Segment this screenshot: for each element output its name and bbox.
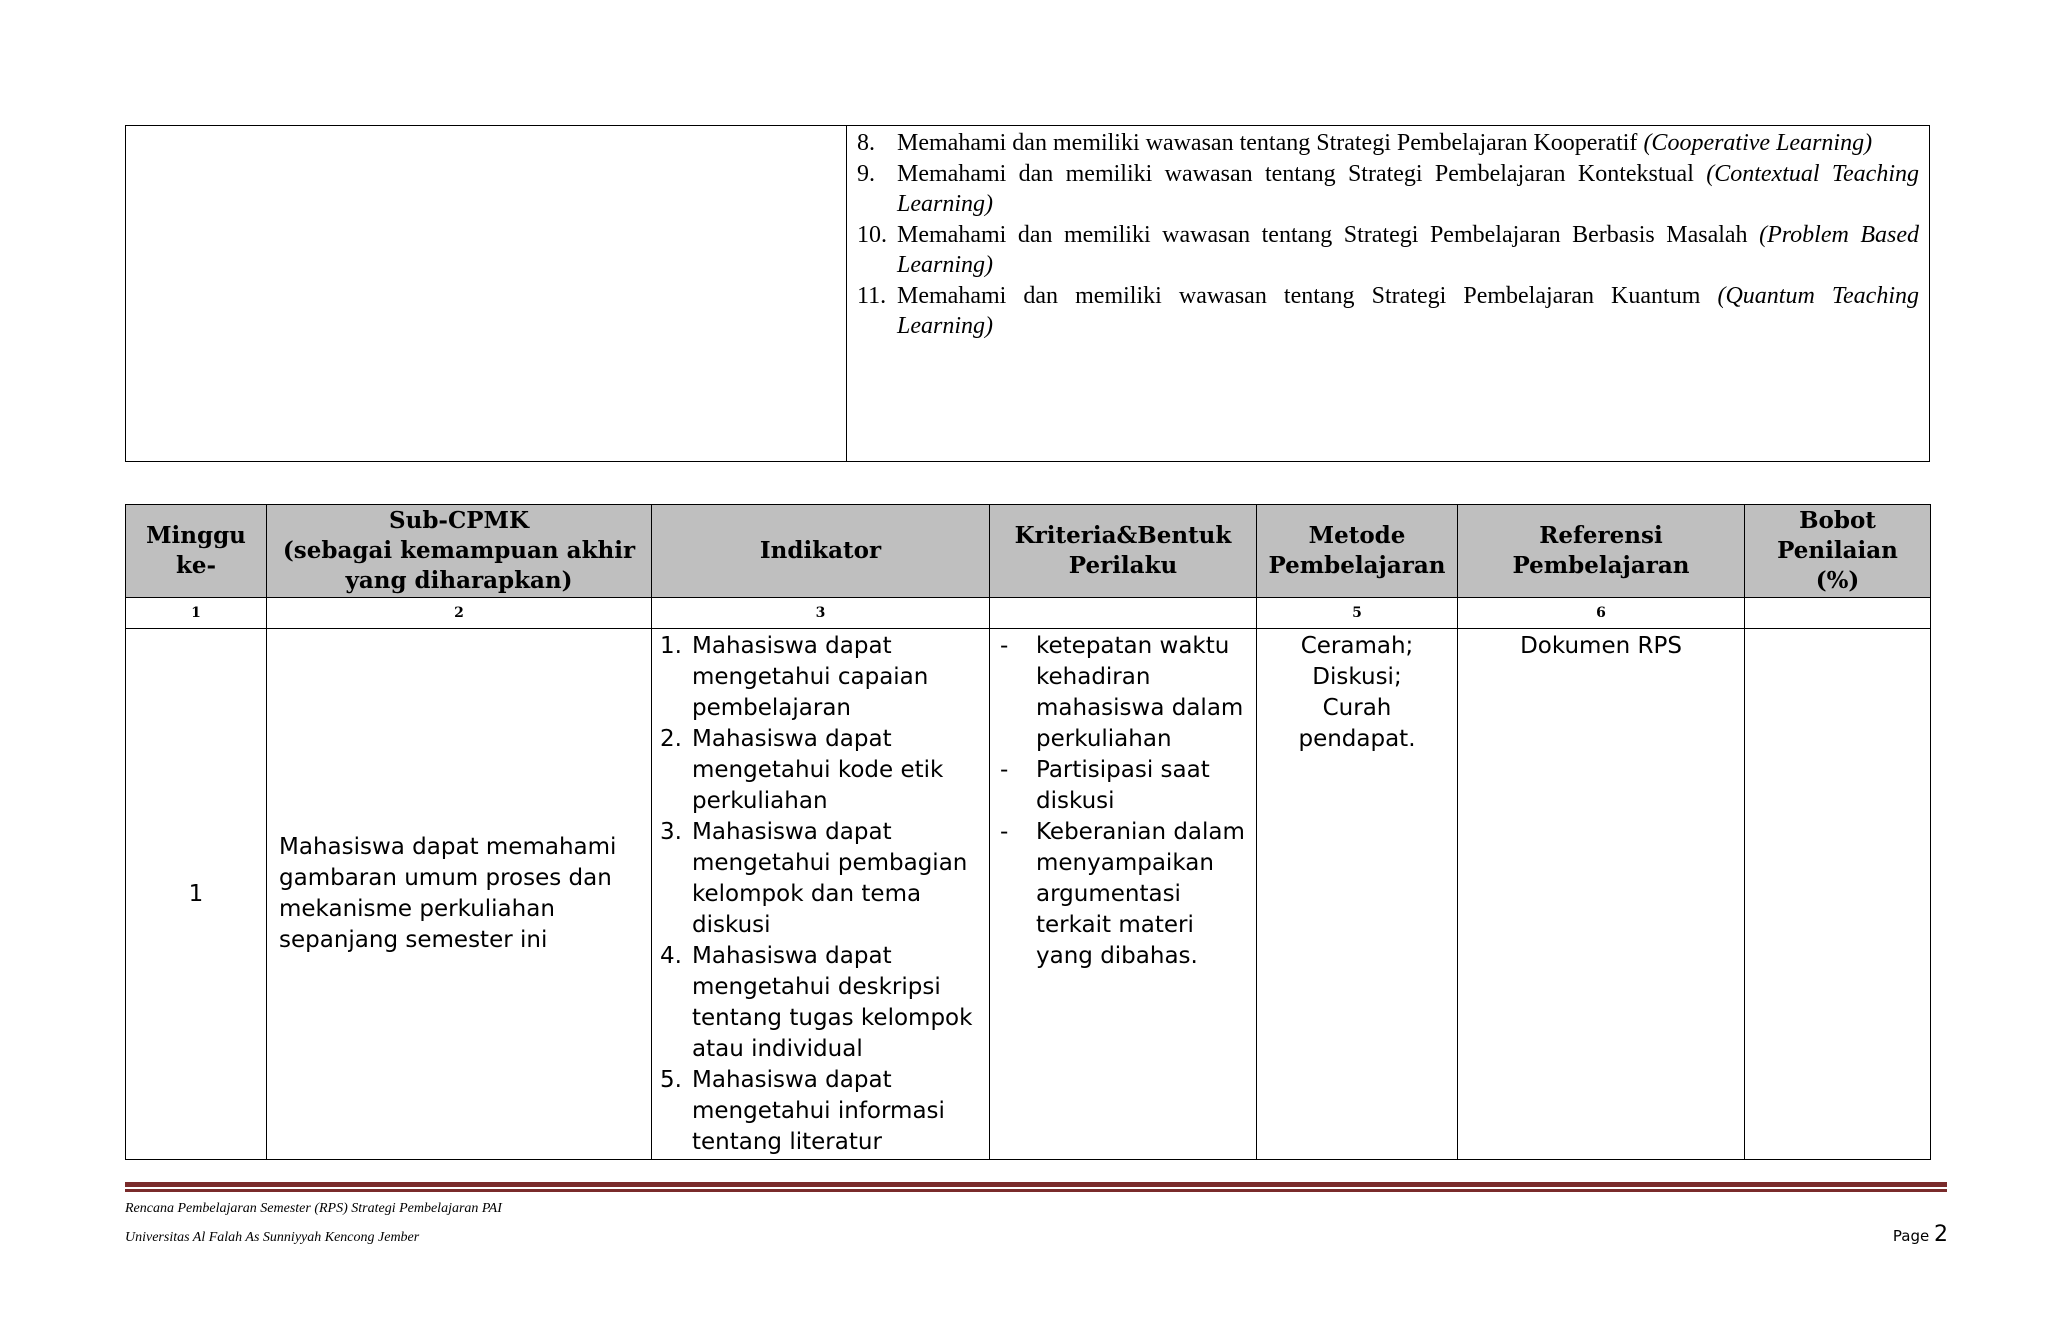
metode-line: Curah — [1322, 695, 1392, 721]
objective-number: 11. — [857, 282, 887, 309]
header-indikator: Indikator — [652, 505, 990, 598]
objective-number: 10. — [857, 221, 887, 248]
objectives-list — [857, 128, 1919, 342]
header-bobot: Bobot Penilaian (%) — [1745, 505, 1931, 598]
page-number: Page 2 — [1892, 1222, 1948, 1247]
list-item: - ketepatan waktu kehadiran mahasiswa dalam perkuliahan — [1000, 633, 1244, 752]
week-cell: 1 — [126, 629, 267, 1160]
kriteria-cell — [990, 629, 1257, 1160]
rps-table — [125, 504, 1931, 1160]
footer-rule — [125, 1189, 1947, 1192]
header-referensi: Referensi Pembelajaran — [1458, 505, 1745, 598]
metode-line: Diskusi; — [1312, 664, 1402, 690]
objective-text: Memahami dan memiliki wawasan tentang Strategi Pembelajaran Kontekstual (Contextual Teaching Learning) — [897, 160, 1919, 217]
list-item: 5. Mahasiswa dapat mengetahui informasi tentang literatur — [660, 1067, 945, 1155]
objective-text: Memahami dan memiliki wawasan tentang Strategi Pembelajaran Kooperatif (Cooperative Learning) — [897, 130, 1873, 156]
column-number-row — [126, 598, 1931, 629]
objective-item — [857, 220, 1919, 281]
objective-item — [857, 128, 1919, 159]
metode-cell — [1257, 629, 1458, 1160]
header-minggu: Minggu ke- — [126, 505, 267, 598]
column-number: 1 — [126, 598, 267, 629]
footer-institution: Universitas Al Falah As Sunniyyah Kencong Jember — [125, 1230, 420, 1245]
column-number — [1745, 598, 1931, 629]
indikator-list — [652, 631, 989, 1158]
list-item: 4. Mahasiswa dapat mengetahui deskripsi tentang tugas kelompok atau individual — [660, 943, 973, 1062]
footer-rule — [125, 1182, 1947, 1187]
objectives-left-cell — [126, 126, 847, 461]
objective-text: Memahami dan memiliki wawasan tentang Strategi Pembelajaran Berbasis Masalah (Problem Based Learning) — [897, 221, 1919, 278]
list-item: - Keberanian dalam menyampaikan argumentasi terkait materi yang dibahas. — [1000, 819, 1245, 969]
column-number: 5 — [1257, 598, 1458, 629]
header-kriteria: Kriteria&Bentuk Perilaku — [990, 505, 1257, 598]
list-item: 2. Mahasiswa dapat mengetahui kode etik perkuliahan — [660, 726, 944, 814]
table-row — [126, 629, 1931, 1160]
indikator-cell — [652, 629, 990, 1160]
objectives-table — [125, 125, 1930, 462]
header-row — [126, 505, 1931, 598]
header-metode: Metode Pembelajaran — [1257, 505, 1458, 598]
column-number — [990, 598, 1257, 629]
objective-item — [857, 159, 1919, 220]
list-item: 3. Mahasiswa dapat mengetahui pembagian kelompok dan tema diskusi — [660, 819, 968, 938]
column-number: 2 — [267, 598, 652, 629]
sub-cpmk-cell: Mahasiswa dapat memahami gambaran umum proses dan mekanisme perkuliahan sepanjang semester ini — [267, 629, 652, 1160]
objective-number: 8. — [857, 130, 875, 156]
header-sub-cpmk: Sub-CPMK (sebagai kemampuan akhir yang diharapkan) — [267, 505, 652, 598]
metode-line: pendapat. — [1298, 726, 1416, 752]
footer-title: Rencana Pembelajaran Semester (RPS) Strategi Pembelajaran PAI — [125, 1201, 502, 1216]
list-item: - Partisipasi saat diskusi — [1000, 757, 1210, 814]
list-item: 1. Mahasiswa dapat mengetahui capaian pembelajaran — [660, 633, 929, 721]
column-number: 3 — [652, 598, 990, 629]
objective-text: Memahami dan memiliki wawasan tentang Strategi Pembelajaran Kuantum (Quantum Teaching Learning) — [897, 282, 1919, 339]
bobot-cell — [1745, 629, 1931, 1160]
metode-line: Ceramah; — [1300, 633, 1414, 659]
column-number: 6 — [1458, 598, 1745, 629]
referensi-cell: Dokumen RPS — [1458, 629, 1745, 1160]
objectives-right-cell — [847, 126, 1929, 461]
kriteria-list — [990, 631, 1256, 972]
objective-item — [857, 281, 1919, 342]
objective-number: 9. — [857, 160, 875, 187]
